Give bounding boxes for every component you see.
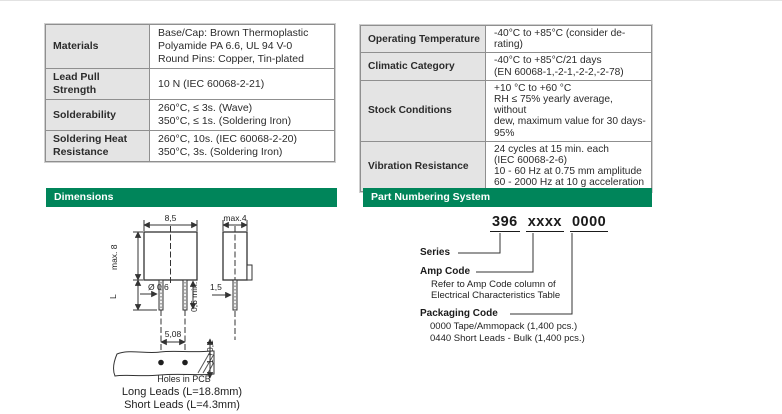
amp-code-note-line: Refer to Amp Code column of [431, 279, 556, 290]
short-leads-note: Short Leads (L=4.3mm) [124, 399, 240, 411]
spec-label: Climatic Category [361, 53, 486, 80]
part-number-series-group: 396 [492, 214, 518, 230]
spec-value-line: 350°C, 3s. (Soldering Iron) [158, 146, 283, 158]
spec-value-line: -40°C to +85°C/21 days [494, 55, 602, 67]
spec-value-line: +10 °C to +60 °C [494, 82, 572, 94]
part-number-packaging-group: 0000 [571, 214, 607, 230]
pin-diameter-dim-label: Ø 0,6 [148, 282, 169, 292]
spec-value [486, 53, 652, 80]
front-height-dim-label: max. 8 [109, 244, 119, 270]
series-label: Series [420, 247, 451, 258]
spec-value-line: Base/Cap: Brown Thermoplastic [158, 27, 309, 39]
side-pin-dim-label: 1,5 [210, 282, 222, 292]
spec-value-line: (IEC 60068-2-6) [494, 155, 568, 167]
packaging-code-label: Packaging Code [420, 308, 498, 319]
table-row [46, 25, 335, 69]
side-width-dim-label: max.4 [223, 213, 247, 223]
standoff-dim-label: 0,5 min. [189, 281, 199, 312]
spec-value [150, 25, 335, 69]
materials-spec-table [45, 24, 335, 162]
hole-diameter-dim-label: 1 +0,1 [205, 340, 215, 364]
front-width-dim-label: 8,5 [164, 213, 177, 223]
amp-code-note-line: Electrical Characteristics Table [431, 290, 561, 301]
spec-value-line: RH ≤ 75% yearly average, without [494, 94, 613, 117]
spec-value-line: 260°C, 10s. (IEC 60068-2-20) [158, 133, 298, 145]
spec-value [486, 80, 652, 141]
spec-value [150, 100, 335, 131]
table-row [361, 80, 652, 141]
table-row [46, 131, 335, 162]
spec-value-line: 24 cycles at 15 min. each [494, 143, 609, 155]
part-numbering-section-header: Part Numbering System [363, 188, 652, 207]
spec-value-line: Round Pins: Copper, Tin-plated [158, 53, 304, 65]
dimensions-figure [60, 210, 360, 414]
table-row [361, 26, 652, 53]
spec-value-line: 10 N (IEC 60068-2-21) [158, 77, 265, 90]
spec-value [486, 26, 652, 53]
table-row [361, 53, 652, 80]
spec-label: Soldering Heat Resistance [46, 131, 150, 162]
packaging-option: 0000 Tape/Ammopack (1,400 pcs.) [430, 321, 578, 332]
spec-label: Stock Conditions [361, 80, 486, 141]
spec-value [486, 141, 652, 191]
page-top-divider [0, 0, 782, 1]
packaging-option: 0440 Short Leads - Bulk (1,400 pcs.) [430, 333, 585, 344]
environment-spec-table [360, 25, 652, 192]
spec-value-line: 60 - 2000 Hz at 10 g acceleration [494, 177, 645, 189]
table-row [46, 100, 335, 131]
part-numbering-diagram [360, 210, 680, 350]
spec-value-line: -40°C to +85°C (consider de-rating) [494, 28, 626, 51]
spec-label: Solderability [46, 100, 150, 131]
spec-value-line: dew, maximum value for 30 days- [494, 116, 646, 128]
part-number-ampcode-group: xxxx [527, 214, 562, 230]
spec-label: Lead Pull Strength [46, 69, 150, 100]
spec-value-line: 10 - 60 Hz at 0.75 mm amplitude [494, 166, 642, 178]
part-number-example [487, 214, 611, 232]
pin-pitch-dim-label: 5,08 [164, 329, 182, 339]
spec-label: Materials [46, 25, 150, 69]
amp-code-label: Amp Code [420, 266, 470, 277]
holes-in-pcb-note: Holes in PCB [157, 374, 211, 384]
spec-value-line: Polyamide PA 6.6, UL 94 V-0 [158, 40, 293, 52]
table-row [361, 141, 652, 191]
lead-length-dim-label: L [108, 294, 118, 299]
spec-value [150, 131, 335, 162]
long-leads-note: Long Leads (L=18.8mm) [121, 386, 243, 398]
spec-value-line: 95% [494, 127, 515, 139]
spec-label: Operating Temperature [361, 26, 486, 53]
spec-value-line: 260°C, ≤ 3s. (Wave) [158, 102, 253, 114]
spec-value-line: (EN 60068-1,-2-1,-2-2,-2-78) [494, 66, 624, 78]
spec-label: Vibration Resistance [361, 141, 486, 191]
spec-value [150, 69, 335, 100]
table-row [46, 69, 335, 100]
dimensions-section-header: Dimensions [46, 188, 337, 207]
spec-value-line: 350°C, ≤ 1s. (Soldering Iron) [158, 115, 292, 127]
